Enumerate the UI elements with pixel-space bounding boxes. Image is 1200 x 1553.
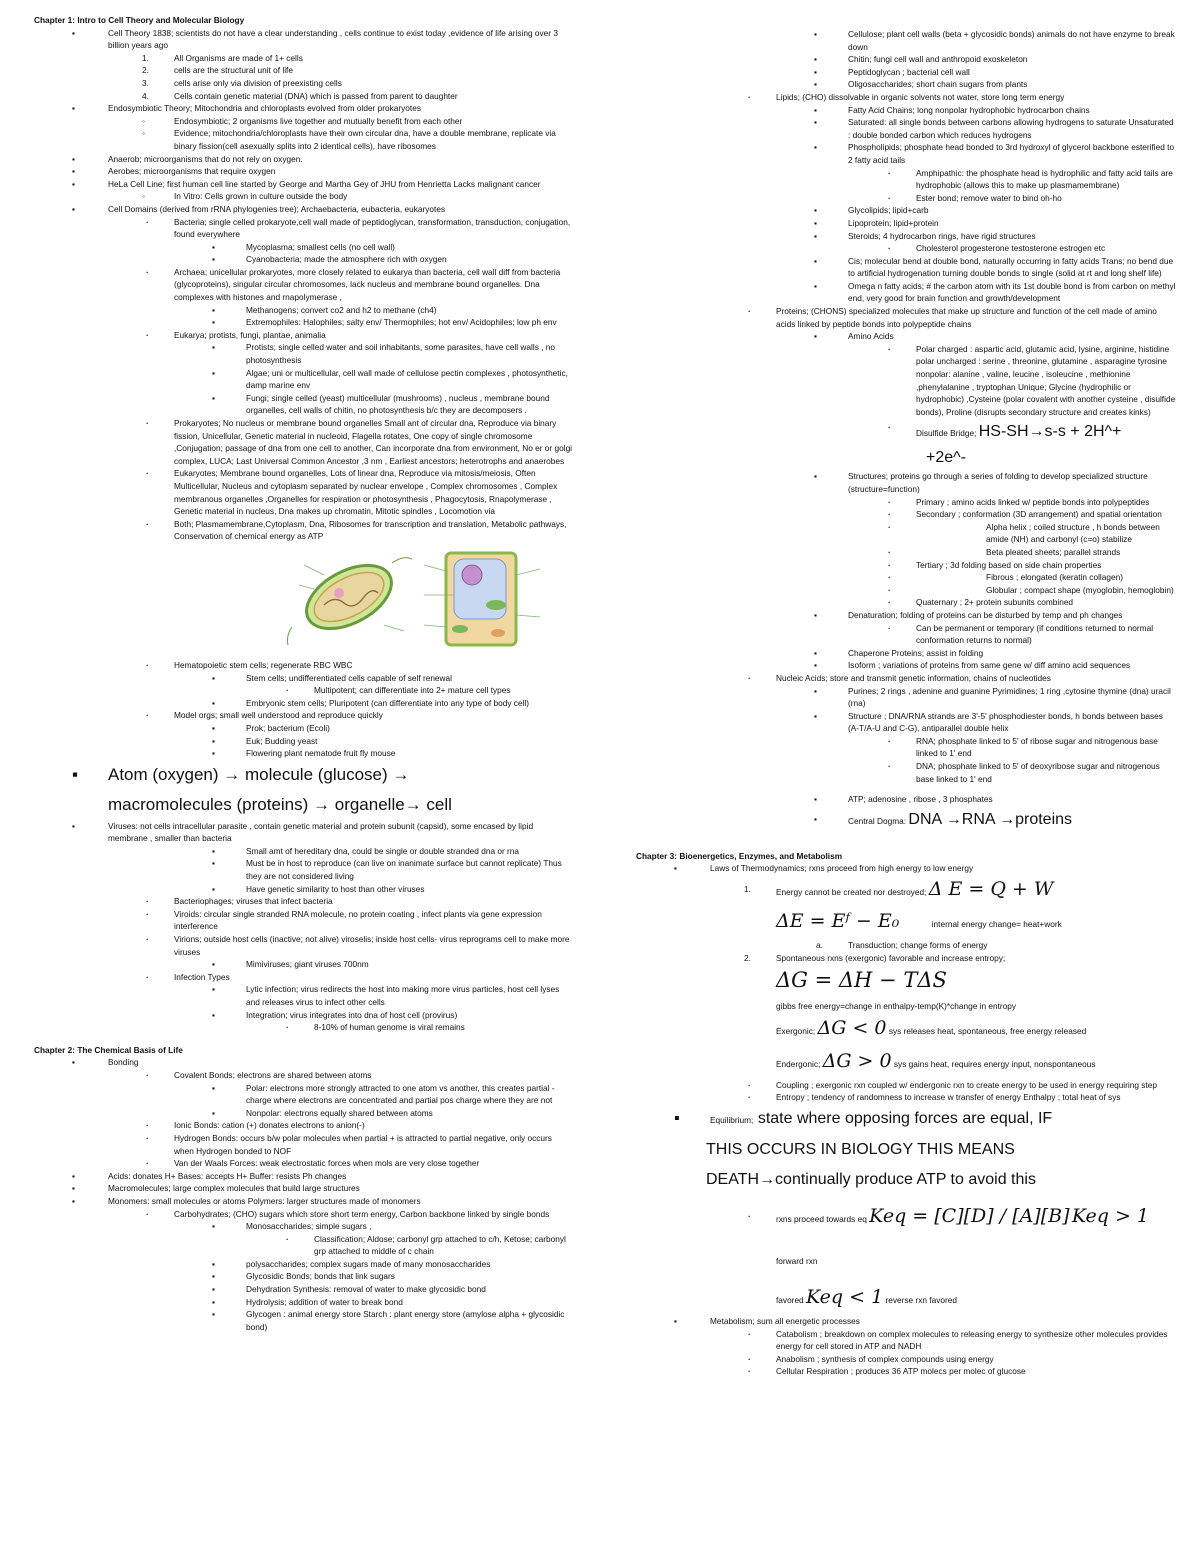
prokaryote-cell-illustration — [288, 552, 413, 645]
list-item: ▪ Glycogen : animal energy store Starch : plant energy store (amylose alpha + glycosidic bond) — [34, 1308, 574, 1333]
list-item: ▪ Omega n fatty acids; # the carbon atom with its 1st double bond is from carbon on methyl end, very good for brain function and growth/development — [636, 280, 1176, 305]
list-item: ▪ Chaperone Proteins; assist in folding — [636, 647, 1176, 660]
list-item: ▪ ATP; adenosine , ribose , 3 phosphates — [636, 793, 1176, 806]
gibbs-note: gibbs free energy=change in enthalpy-temp(K)*change in entropy — [776, 1001, 1017, 1012]
list-item: · Eukaryotes; Membrane bound organelles, Lots of linear dna, Reproduce via mitosis/meiosis, Often Multicellular, Nucleus and cytoplasm separated by nuclear envelope , Complex chromosomes , Complex membranous organelles ,Organelles for respiration or photosynthesis , Phagocytosis, Rnapolymerase , Genetic material in nucleus, Dna makes up chromatin, Mitotic spindles , Locomotion via — [34, 467, 574, 517]
list-item: ▪ Cell Domains (derived from rRNA phylogenies tree); Archaebacteria, eubacteria, eukaryotes — [34, 203, 574, 216]
list-item: ▪ Structures; proteins go through a series of folding to develop specialized structure (structure=function) — [636, 470, 1176, 495]
chapter-2-title: Chapter 2: The Chemical Basis of Life — [34, 1044, 183, 1055]
list-item: · Cholesterol progesterone testosterone estrogen etc — [636, 242, 1176, 255]
list-item: ▪ Hydrolysis; addition of water to break bond — [34, 1296, 574, 1309]
list-item: · Multipotent; can differentiate into 2+ mature cell types — [34, 684, 574, 697]
list-item: ▪ Acids: donates H+ Bases: accepts H+ Buffer: resists Ph changes — [34, 1170, 574, 1183]
list-item: ◦ Endosymbiotic; 2 organisms live together and mutually benefit from each other — [34, 115, 574, 128]
list-item: · Bacteria; single celled prokaryote,cell wall made of peptidoglycan, transformation, transduction, conjugation, found everywhere — [34, 216, 574, 241]
list-item: · Polar charged : aspartic acid, glutamic acid, lysine, arginine, histidine polar uncharged : serine , threonine, glutamine , asparagine tyrosine nonpolar: alanine , valine, leucine , isoleucine , methionine ,phenylalanine , tryptophan Unique; Glycine (hydrophilic or hydrophobic) ,Cysteine (polar covalent with another cysteine , disulfide bonds), Proline (disrupts secondary structure and creates kinks) — [636, 343, 1176, 419]
keq-line: · rxns proceed towards eq Keq = [C][D] / [A][B] Keq > 1 forward rxn — [636, 1195, 1176, 1282]
list-item: ▪ Structure ; DNA/RNA strands are 3'-5' phosphodiester bonds, h bonds between bases (A-T/A-U and C-G), antiparallel double helix — [636, 710, 1176, 735]
chapter-1-title: Chapter 1: Intro to Cell Theory and Molecular Biology — [34, 15, 245, 25]
law-1: 1. Energy cannot be created nor destroyed; Δ E = Q + W — [744, 878, 1054, 901]
list-item: ▪ Cyanobacteria; made the atmosphere rich with oxygen — [34, 253, 574, 266]
list-item: · Hematopoietic stem cells; regenerate RBC WBC — [34, 659, 574, 672]
list-item: · Entropy ; tendency of randomness to increase w transfer of energy Enthalpy ; total heat of sys — [636, 1091, 1176, 1104]
list-item: ▪ HeLa Cell Line; first human cell line started by George and Martha Gey of JHU from Henrietta Lacks malignant cancer — [34, 178, 574, 191]
disulfide-equation-cont: +2e^- — [926, 449, 966, 467]
list-item: · Coupling ; exergonic rxn coupled w/ endergonic rxn to create energy to be used in energy requiring step — [636, 1079, 1176, 1092]
disulfide-equation: HS-SH→s-s + 2H^+ — [978, 423, 1122, 441]
list-item: · Hydrogen Bonds: occurs b/w polar molecules when partial + is attracted to partial negative, only occurs when Hydrogen bonded to NOF — [34, 1132, 574, 1157]
list-item: ▪ Viruses: not cells intracellular parasite , contain genetic material and protein subunit (capsid), some encased by lipid membrane , smaller than bacteria — [34, 820, 574, 845]
list-item: ▪ Integration; virus integrates into dna of host cell (provirus) — [34, 1009, 574, 1022]
list-item: ▪ Laws of Thermodynamics; rxns proceed from high energy to low energy — [636, 862, 1176, 875]
list-item: · Proteins; (CHONS) specialized molecules that make up structure and function of the cell made of amino acids linked by peptide bonds into polypeptide chains — [636, 305, 1176, 330]
list-item: ▪ Fungi; single celled (yeast) multicellular (mushrooms) , nucleus , membrane bound organelles, cell walls of chitin, no photosynthesis b/c they are decomposers . — [34, 392, 574, 417]
list-item: ▪ Monomers: small molecules or atoms Polymers: larger structures made of monomers — [34, 1195, 574, 1208]
list-item: · Carbohydrates; (CHO) sugars which store short term energy, Carbon backbone linked by single bonds — [34, 1208, 574, 1221]
list-item: · Secondary ; conformation (3D arrangement) and spatial orientation — [636, 508, 1176, 521]
list-item: ▪ Mimiviruses; giant viruses 700nm — [34, 958, 574, 971]
list-item: · Cellular Respiration ; produces 36 ATP molecs per molec of glucose — [636, 1365, 1176, 1378]
list-item: · Eukarya; protists, fungi, plantae, animalia — [34, 329, 574, 342]
list-item: · Both; Plasmamembrane,Cytoplasm, Dna, Ribosomes for transcription and translation, Metabolic pathways, Conservation of chemical energy as ATP — [34, 518, 574, 543]
list-item: · Bacteriophages; viruses that infect bacteria — [34, 895, 574, 908]
law-1-equation: Δ E = Q + W — [928, 878, 1054, 901]
list-item: ▪ Glycolipids; lipid+carb — [636, 204, 1176, 217]
list-item: · DNA; phosphate linked to 5' of deoxyribose sugar and nitrogenous base linked to 1' end — [636, 760, 1176, 785]
list-item: ▪ Bonding — [34, 1056, 574, 1069]
list-item: · Primary ; amino acids linked w/ peptide bonds into polypeptides — [636, 496, 1176, 509]
list-item: · Quaternary ; 2+ protein subunits combined — [636, 596, 1176, 609]
list-item: · Infection Types — [34, 971, 574, 984]
list-item: · RNA; phosphate linked to 5' of ribose sugar and nitrogenous base linked to 1' end — [636, 735, 1176, 760]
list-item: ▪ Algae; uni or multicellular, cell wall made of cellulose pectin complexes , photosynthetic, damp marine env — [34, 367, 574, 392]
gibbs-equation: ΔG = ΔH − TΔS — [776, 968, 947, 993]
cell-theory-item: 2. cells are the structural unit of life — [142, 65, 293, 76]
plant-cell-illustration — [424, 553, 540, 645]
list-item: ▪ Chitin; fungi cell wall and anthropoid exoskeleton — [636, 53, 1176, 66]
list-item: · Archaea; unicellular prokaryotes, more closely related to eukarya than bacteria, cell wall diff from bacteria (glycoproteins), singular circular chromosomes, lack nucleus and membrane bound organelles. Dna complexes with histones and rnapolymerase , — [34, 266, 574, 304]
cell-diagrams — [34, 543, 574, 659]
list-item: ▪ Oligosaccharides; short chain sugars from plants — [636, 78, 1176, 91]
list-item: ▪ Amino Acids — [636, 330, 1176, 343]
list-item: ▪ Have genetic similarity to host than other viruses — [34, 883, 574, 896]
cell-theory: ▪ Cell Theory 1838; scientists do not have a clear understanding , cells continue to exist today ,evidence of life arising over 3 billion years ago — [34, 27, 574, 52]
list-item: ▪ Peptidoglycan ; bacterial cell wall — [636, 66, 1176, 79]
endosymbiotic-theory: ▪ Endosymbiotic Theory; Mitochondria and chloroplasts evolved from older prokaryotes — [34, 102, 574, 115]
list-item: ▪ Lipoprotein; lipid+protein — [636, 217, 1176, 230]
cell-theory-item: 1. All Organisms are made of 1+ cells — [142, 52, 303, 63]
disulfide-bridge: · Disulfide Bridge; HS-SH→s-s + 2H^+ — [636, 418, 1176, 446]
hierarchy-line-2: macromolecules (proteins) → organelle→ cell — [108, 794, 452, 814]
list-item: · Van der Waals Forces: weak electrostatic forces when mols are very close together — [34, 1157, 574, 1170]
list-item: ◦ Evidence; mitochondria/chloroplasts have their own circular dna, have a double membrane, replicate via binary fission(cell asexually splits into 2 identical cells), have ribosomes — [34, 127, 574, 152]
central-dogma-equation: DNA →RNA →proteins — [908, 810, 1073, 828]
law-1-sub: a. Transduction; change forms of energy — [816, 940, 988, 951]
keq-equation: Keq = [C][D] / [A][B] — [869, 1205, 1070, 1227]
list-item: ▪ Steroids; 4 hydrocarbon rings, have rigid structures — [636, 230, 1176, 243]
list-item: · Fibrous ; elongated (keratin collagen) — [636, 571, 1176, 584]
list-item: ▪ Glycosidic Bonds; bonds that link sugars — [34, 1270, 574, 1283]
list-item: ▪ Nonpolar: electrons equally shared between atoms — [34, 1107, 574, 1120]
list-item: ▪ Must be in host to reproduce (can live on inanimate surface but cannot replicate) Thus they are not considered living — [34, 857, 574, 882]
list-item: · Prokaryotes; No nucleus or membrane bound organelles Small ant of circular dna, Reproduce via binary fission, Unicellular, Genetic material in nucleoid, Flagella rotates, One copy of single chromosome ,Conjugation; passage of dna from one cell to another, Can incorporate dna from environment, No er or golgi complex, LUCA; Last Universal Common Ancestor ,3 nm , Earliest ancestors; heterotrophs and anaerobes — [34, 417, 574, 467]
list-item: ▪ Flowering plant nematode fruit fly mouse — [34, 747, 574, 760]
cell-illustration — [284, 545, 584, 655]
list-item: ▪ Isoform ; variations of proteins from same gene w/ diff amino acid sequences — [636, 659, 1176, 672]
law-1-equation-2: ΔE = Eᶠ − E₀ internal energy change= heat+work — [776, 910, 1062, 933]
list-item: · Model orgs; small well understood and reproduce quickly — [34, 709, 574, 722]
list-item: ▪ Prok; bacterium (Ecoli) — [34, 722, 574, 735]
equilibrium: ▪ Equilibrium; state where opposing forces are equal, IF — [636, 1104, 1176, 1135]
chapter-3-title: Chapter 3: Bioenergetics, Enzymes, and Metabolism — [636, 850, 843, 861]
list-item: ▪ Macromolecules; large complex molecules that build large structures — [34, 1182, 574, 1195]
list-item: · Ionic Bonds: cation (+) donates electrons to anion(-) — [34, 1119, 574, 1132]
list-item: · Catabolism ; breakdown on complex molecules to releasing energy to synthesize other molecules provides energy for cell stored in ATP and NADH — [636, 1328, 1176, 1353]
list-item: ▪ Euk; Budding yeast — [34, 735, 574, 748]
list-item: · Viroids: circular single stranded RNA molecule, no protein coating , infect plants via gene expression interference — [34, 908, 574, 933]
equilibrium-line-2: THIS OCCURS IN BIOLOGY THIS MEANS — [706, 1141, 1015, 1158]
list-item: ▪ Anaerob; microorganisms that do not rely on oxygen. — [34, 153, 574, 166]
list-item: ▪ Lytic infection; virus redirects the host into making more virus particles, host cell lyses and releases virus to infect other cells — [34, 983, 574, 1008]
keq-less: favored Keq < 1 reverse rxn favored — [776, 1286, 957, 1308]
list-item: ▪ Purines; 2 rings , adenine and guanine Pyrimidines; 1 ring ,cytosine thymine (dna) uracil (rna) — [636, 685, 1176, 710]
list-item: · Nucleic Acids; store and transmit genetic information, chains of nucleotides — [636, 672, 1176, 685]
list-item: ▪ Denaturation; folding of proteins can be disturbed by temp and ph changes — [636, 609, 1176, 622]
list-item: ▪ Aerobes; microorganisms that require oxygen — [34, 165, 574, 178]
list-item: · Amphipathic: the phosphate head is hydrophilic and fatty acid tails are hydrophobic (allows this to make up plasmamembrane) — [636, 167, 1176, 192]
list-item: · Virions; outside host cells (inactive; not alive) viroselis; inside host cells- virus reprograms cell to make more viruses — [34, 933, 574, 958]
list-item: ▪ Monosaccharides; simple sugars , — [34, 1220, 574, 1233]
list-item: ▪ polysaccharides; complex sugars made of many monosaccharides — [34, 1258, 574, 1271]
exergonic: Exergonic; ΔG < 0 sys releases heat, spontaneous, free energy released — [776, 1016, 1087, 1039]
central-dogma: ▪ Central Dogma: DNA →RNA →proteins — [636, 806, 1176, 834]
list-item: · Tertiary ; 3d folding based on side chain properties — [636, 559, 1176, 572]
list-item: · 8-10% of human genome is viral remains — [34, 1021, 574, 1034]
list-item: ▪ Protists; single celled water and soil inhabitants, some parasites, have cell walls , no photosynthesis — [34, 341, 574, 366]
right-column — [636, 28, 1176, 1378]
list-item: ◦ In Vitro: Cells grown in culture outside the body — [34, 190, 574, 203]
list-item: ▪ Methanogens; convert co2 and h2 to methane (ch4) — [34, 304, 574, 317]
list-item: · Covalent Bonds; electrons are shared between atoms — [34, 1069, 574, 1082]
list-item: · Beta pleated sheets; parallel strands — [636, 546, 1176, 559]
list-item: · Classification; Aldose; carbonyl grp attached to c/h, Ketose; carbonyl grp attached to middle of c chain — [34, 1233, 574, 1258]
list-item: · Globular ; compact shape (myoglobin, hemoglobin) — [636, 584, 1176, 597]
hierarchy-line-1: ▪ Atom (oxygen) → molecule (glucose) → — [34, 760, 574, 790]
list-item: ▪ Embryonic stem cells; Pluripotent (can differentiate into any type of body cell) — [34, 697, 574, 710]
list-item: · Can be permanent or temporary (if conditions returned to normal conformation returns to normal) — [636, 622, 1176, 647]
cell-theory-item: 4. Cells contain genetic material (DNA) which is passed from parent to daughter — [142, 90, 458, 101]
law-2: 2. Spontaneous rxns (exergonic) favorable and increase entropy; — [744, 952, 1006, 963]
list-item: ▪ Mycoplasma; smallest cells (no cell wall) — [34, 241, 574, 254]
list-item: · Lipids; (CHO) dissolvable in organic solvents not water, store long term energy — [636, 91, 1176, 104]
list-item: ▪ Cis; molecular bend at double bond, naturally occurring in fatty acids Trans; no bend due to artificial hydrogenation turning double bonds to single (solid at rt and long shelf life) — [636, 255, 1176, 280]
list-item: ▪ Saturated: all single bonds between carbons allowing hydrogens to saturate Unsaturated : double bonded carbon which reduces hydrogens — [636, 116, 1176, 141]
list-item: ▪ Fatty Acid Chains; long nonpolar hydrophobic hydrocarbon chains — [636, 104, 1176, 117]
left-column — [34, 14, 574, 1333]
list-item: · Ester bond; remove water to bind oh-ho — [636, 192, 1176, 205]
list-item: ▪ Polar: electrons more strongly attracted to one atom vs another, this creates partial - charge where electrons are concentrated and partial pos charge where they are not — [34, 1082, 574, 1107]
list-item: ▪ Metabolism; sum all energetic processes — [636, 1315, 1176, 1328]
list-item: ▪ Extremophiles: Halophiles; salty env/ Thermophiles; hot env/ Acidophiles; low ph env — [34, 316, 574, 329]
list-item: ▪ Phospholipids; phosphate head bonded to 3rd hydroxyl of glycerol backbone esterified to 2 fatty acid tails — [636, 141, 1176, 166]
list-item: ▪ Stem cells; undifferentiated cells capable of self renewal — [34, 672, 574, 685]
list-item: ▪ Dehydration Synthesis: removal of water to make glycosidic bond — [34, 1283, 574, 1296]
list-item: ▪ Cellulose; plant cell walls (beta + glycosidic bonds) animals do not have enzyme to break down — [636, 28, 1176, 53]
list-item: · Anabolism ; synthesis of complex compounds using energy — [636, 1353, 1176, 1366]
list-item: · Alpha helix ; coiled structure , h bonds between amide (NH) and carbonyl (c=o) stabilize — [636, 521, 1176, 546]
list-item: ▪ Small amt of hereditary dna, could be single or double stranded dna or rna — [34, 845, 574, 858]
endergonic: Endergonic; ΔG > 0 sys gains heat, requires energy input, nonspontaneous — [776, 1049, 1096, 1072]
cell-theory-item: 3. cells arise only via division of preexisting cells — [142, 77, 342, 88]
equilibrium-line-3: DEATH→continually produce ATP to avoid this — [706, 1171, 1036, 1188]
